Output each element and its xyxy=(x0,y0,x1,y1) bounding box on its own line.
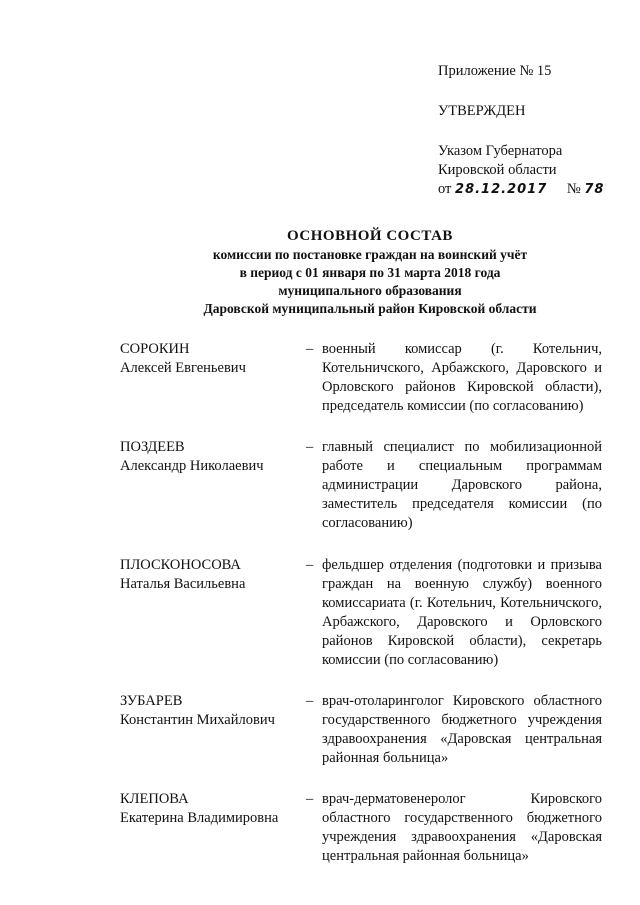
decree-region: Кировской области xyxy=(438,162,557,178)
date-prefix: от xyxy=(438,181,452,197)
number-label: № xyxy=(566,181,581,197)
title-line-2: в период с 01 января по 31 марта 2018 года xyxy=(239,265,501,280)
member-entry xyxy=(120,340,610,416)
member-dash: – xyxy=(306,557,314,573)
members-list xyxy=(120,340,610,866)
member-role: военный комиссар (г. Котельнич, Котельничского, Арбажского, Даровского и Орловского районов Кировской области), председатель комиссии (по согласованию) xyxy=(322,341,602,414)
member-surname: ПОЗДЕЕВ xyxy=(120,439,185,455)
member-role: главный специалист по мобилизационной работе и специальным программам администрации Даровского района, заместитель председателя комиссии (по согласованию) xyxy=(322,439,602,531)
member-given-names: Наталья Васильевна xyxy=(120,576,246,592)
member-entry xyxy=(120,692,610,768)
member-given-names: Екатерина Владимировна xyxy=(120,810,279,826)
member-dash: – xyxy=(306,693,314,709)
decree-issuer: Указом Губернатора xyxy=(438,143,563,159)
member-entry xyxy=(120,438,610,533)
member-name xyxy=(120,556,306,670)
member-surname: ПЛОСКОНОСОВА xyxy=(120,557,241,573)
approved-stamp-text: УТВЕРЖДЕН xyxy=(438,103,526,119)
member-given-names: Константин Михайлович xyxy=(120,712,275,728)
member-entry xyxy=(120,556,610,670)
member-name xyxy=(120,340,306,416)
title-main: ОСНОВНОЙ СОСТАВ xyxy=(287,228,453,244)
member-role: фельдшер отделения (подготовки и призыва граждан на военную службу) военного комиссариата (г. Котельнич, Котельничского, Арбажского, Даровского и Орловского районов Кировской области), секретарь комиссии (по согласованию) xyxy=(322,557,602,668)
member-surname: СОРОКИН xyxy=(120,341,190,357)
title-line-3: муниципального образования xyxy=(278,283,462,298)
decree-date-line xyxy=(438,180,628,199)
member-name xyxy=(120,790,306,866)
member-role: врач-дерматовенеролог Кировского областного государственного бюджетного учреждения здравоохранения «Даровская центральная районная больница» xyxy=(322,791,602,864)
member-name xyxy=(120,438,306,533)
member-surname: КЛЕПОВА xyxy=(120,791,189,807)
member-entry xyxy=(120,790,610,866)
member-surname: ЗУБАРЕВ xyxy=(120,693,183,709)
handwritten-number: 78 xyxy=(584,182,605,197)
member-name xyxy=(120,692,306,768)
member-dash: – xyxy=(306,439,314,455)
document-title xyxy=(100,226,640,318)
member-dash: – xyxy=(306,791,314,807)
member-given-names: Алексей Евгеньевич xyxy=(120,360,246,376)
title-line-1: комиссии по постановке граждан на воинский учёт xyxy=(212,247,528,262)
handwritten-date: 28.12.2017 xyxy=(455,182,548,197)
appendix-number: Приложение № 15 xyxy=(438,63,552,79)
member-dash: – xyxy=(306,341,314,357)
approval-block xyxy=(438,62,628,199)
member-given-names: Александр Николаевич xyxy=(120,458,264,474)
title-line-4: Даровской муниципальный район Кировской области xyxy=(203,301,537,316)
member-role: врач-отоларинголог Кировского областного государственного бюджетного учреждения здравоохранения «Даровская центральная районная больница» xyxy=(322,693,602,766)
